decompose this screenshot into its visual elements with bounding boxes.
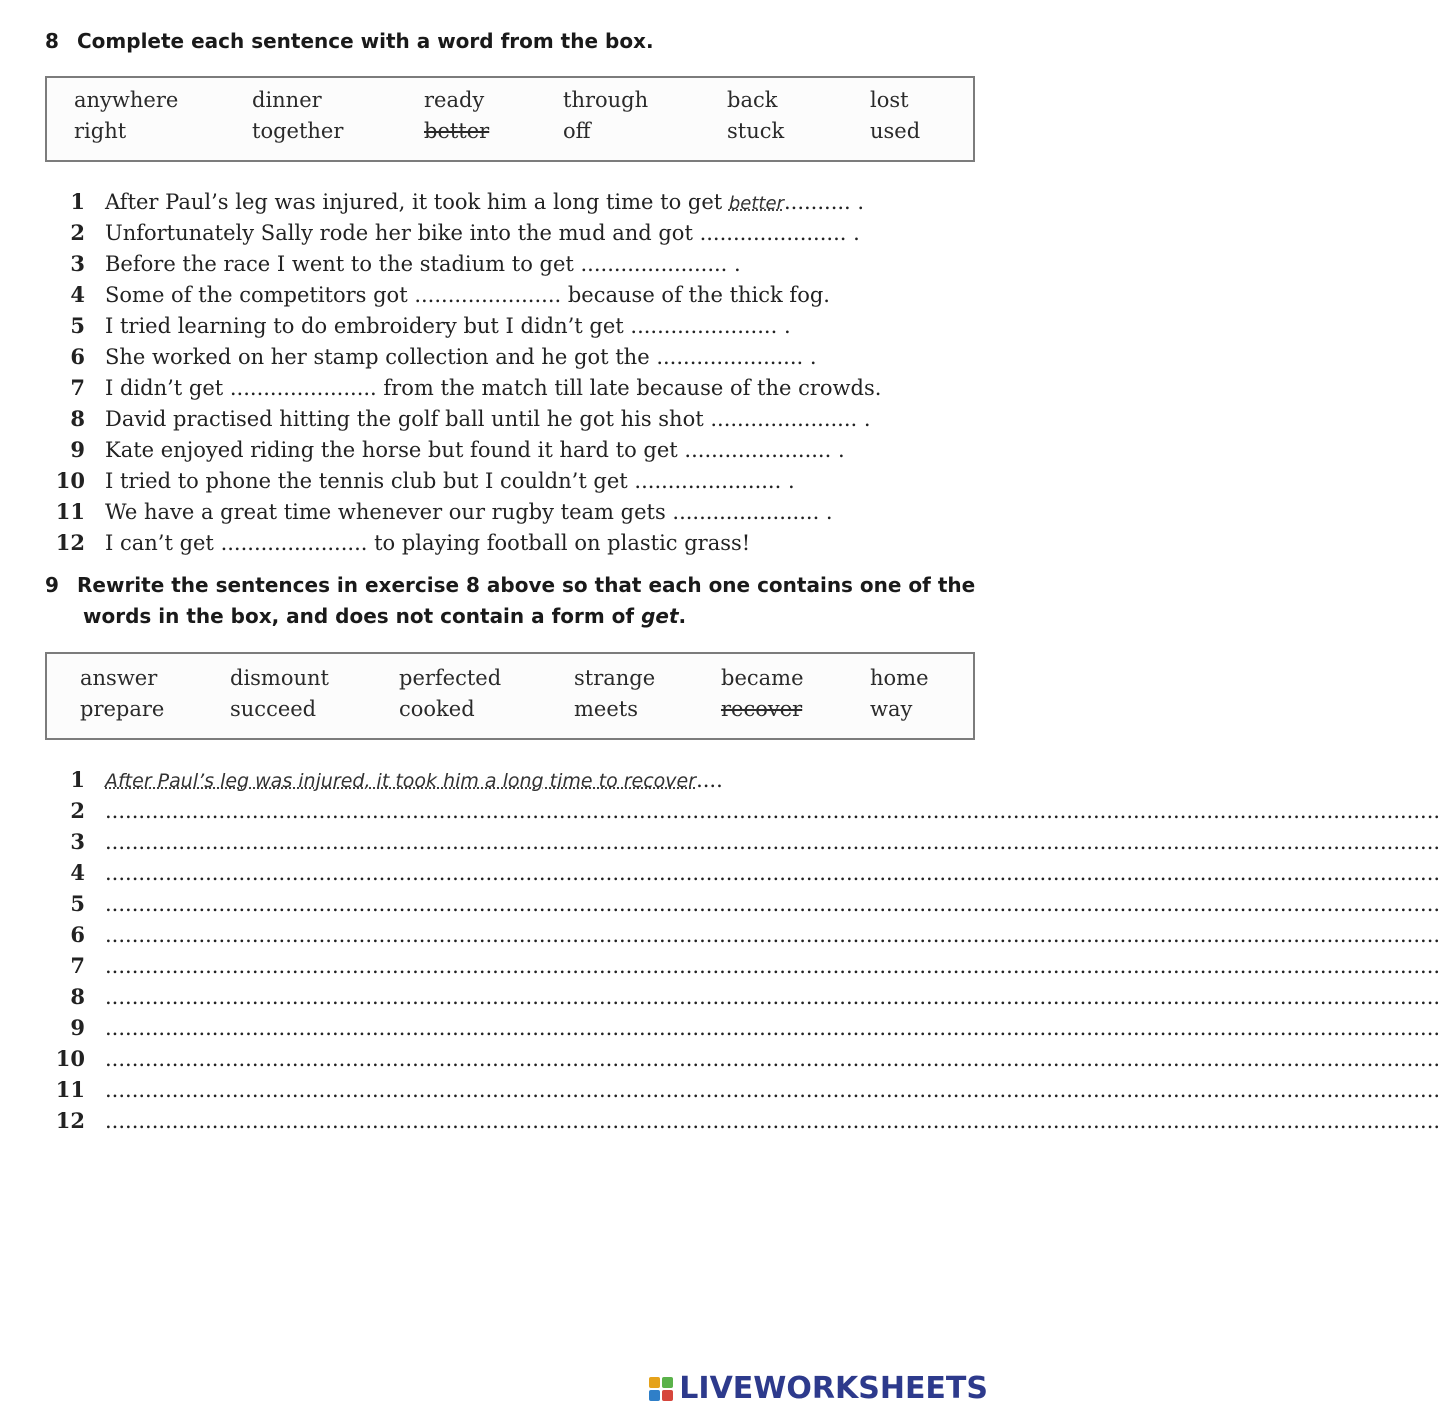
box-word: together xyxy=(252,119,344,143)
exercise-9-number: 9 xyxy=(45,573,59,597)
sentence-number: 10 xyxy=(55,468,85,493)
box-word: dinner xyxy=(252,88,322,112)
box-word: through xyxy=(563,88,649,112)
answer-line xyxy=(0,1012,1440,1043)
exercise-8-word-box xyxy=(45,76,975,162)
answer-blank[interactable]: ...................... xyxy=(710,407,858,431)
sentence-number: 8 xyxy=(70,406,85,431)
sentence-text-before: After Paul’s leg was injured, it took him a long time to get xyxy=(105,190,729,214)
box-word: lost xyxy=(870,88,909,112)
answer-line-number: 11 xyxy=(55,1077,85,1102)
answer-line-number: 2 xyxy=(70,798,85,823)
answer-line-dots[interactable]: ........................................................................................................................................................................................................ xyxy=(105,1016,1440,1040)
box-word: off xyxy=(563,119,591,143)
answer-line-number: 9 xyxy=(70,1015,85,1040)
sentence-number: 1 xyxy=(70,189,85,214)
liveworksheets-logo-icon xyxy=(649,1377,673,1401)
sentence-number: 5 xyxy=(70,313,85,338)
answer-line xyxy=(0,981,1440,1012)
box-word: way xyxy=(870,697,913,721)
answer-blank[interactable]: ...................... xyxy=(580,252,728,276)
box-word: right xyxy=(74,119,127,143)
answer-line xyxy=(0,919,1440,950)
logo-square xyxy=(662,1377,673,1388)
box-word: meets xyxy=(574,697,638,721)
sentence-number: 12 xyxy=(55,530,85,555)
handwritten-answer: After Paul’s leg was injured, it took him a long time to recover xyxy=(105,770,697,792)
sentence-text-before: Before the race I went to the stadium to get xyxy=(105,252,581,276)
exercise-8-heading xyxy=(45,26,654,57)
sentence-text-after: . xyxy=(777,314,791,338)
sentence-text-after: . xyxy=(803,345,817,369)
answer-line xyxy=(0,795,1440,826)
answer-line-dots[interactable]: ........................................................................................................................................................................................................ xyxy=(105,892,1440,916)
sentence-row xyxy=(0,310,791,341)
sentence-text-after: from the match till late because of the crowds. xyxy=(376,376,882,400)
answer-line-dots[interactable]: ........................................................................................................................................................................................................ xyxy=(105,799,1440,823)
liveworksheets-logo xyxy=(649,1371,988,1406)
answer-line-number: 5 xyxy=(70,891,85,916)
sentence-text-after: . xyxy=(831,438,845,462)
exercise-8-number: 8 xyxy=(45,29,59,53)
answer-line xyxy=(0,888,1440,919)
answer-line-number: 6 xyxy=(70,922,85,947)
sentence-row xyxy=(0,403,871,434)
answer-line-dots[interactable]: ........................................................................................................................................................................................................ xyxy=(105,923,1440,947)
box-word: recover xyxy=(721,697,803,721)
answer-line xyxy=(0,1043,1440,1074)
sentence-text-after: . xyxy=(857,407,871,431)
sentence-text-before: She worked on her stamp collection and he got the xyxy=(105,345,657,369)
answer-blank[interactable]: .......... xyxy=(783,190,851,214)
box-word: prepare xyxy=(80,697,165,721)
sentence-text-after: . xyxy=(781,469,795,493)
logo-square xyxy=(662,1390,673,1401)
sentence-text-before: Some of the competitors got xyxy=(105,283,415,307)
box-word: strange xyxy=(574,666,656,690)
handwritten-answer: better xyxy=(728,193,784,214)
sentence-number: 9 xyxy=(70,437,85,462)
exercise-9-word-box xyxy=(45,652,975,740)
sentence-text-before: David practised hitting the golf ball until he got his shot xyxy=(105,407,711,431)
sentence-row xyxy=(0,248,741,279)
box-word: used xyxy=(870,119,921,143)
answer-blank[interactable]: ...................... xyxy=(684,438,832,462)
logo-square xyxy=(649,1390,660,1401)
exercise-9-instruction-get: get xyxy=(641,604,679,628)
logo-square xyxy=(649,1377,660,1388)
sentence-number: 7 xyxy=(70,375,85,400)
sentence-row xyxy=(0,496,833,527)
sentence-row xyxy=(0,372,881,403)
sentence-text-before: I tried learning to do embroidery but I didn’t get xyxy=(105,314,631,338)
sentence-text-before: We have a great time whenever our rugby team gets xyxy=(105,500,673,524)
answer-blank[interactable]: ...................... xyxy=(630,314,778,338)
sentence-row xyxy=(0,465,795,496)
sentence-text-after: to playing football on plastic grass! xyxy=(367,531,751,555)
box-word: stuck xyxy=(727,119,785,143)
answer-blank[interactable]: ...................... xyxy=(634,469,782,493)
liveworksheets-logo-text: LIVEWORKSHEETS xyxy=(679,1371,988,1406)
answer-line-number: 7 xyxy=(70,953,85,978)
sentence-row xyxy=(0,279,830,310)
sentence-text-before: Unfortunately Sally rode her bike into the mud and got xyxy=(105,221,700,245)
answer-blank[interactable]: ...................... xyxy=(229,376,377,400)
sentence-text-after: . xyxy=(850,190,865,214)
answer-line-dots[interactable]: ........................................................................................................................................................................................................ xyxy=(105,1078,1440,1102)
box-word: back xyxy=(727,88,778,112)
sentence-row xyxy=(0,341,817,372)
answer-line-dots[interactable]: ........................................................................................................................................................................................................ xyxy=(105,861,1440,885)
answer-line-dots: .... xyxy=(696,768,723,792)
box-word: home xyxy=(870,666,929,690)
box-word: anywhere xyxy=(74,88,179,112)
answer-line xyxy=(0,764,723,795)
box-word: became xyxy=(721,666,804,690)
answer-line xyxy=(0,826,1440,857)
box-word: succeed xyxy=(230,697,317,721)
sentence-number: 3 xyxy=(70,251,85,276)
answer-blank[interactable]: ...................... xyxy=(672,500,820,524)
answer-line-dots[interactable]: ........................................................................................................................................................................................................ xyxy=(105,1109,1440,1133)
sentence-row xyxy=(0,527,750,558)
box-word: perfected xyxy=(399,666,502,690)
sentence-text-after: because of the thick fog. xyxy=(561,283,830,307)
answer-line-dots[interactable]: ........................................................................................................................................................................................................ xyxy=(105,830,1440,854)
exercise-9-heading xyxy=(45,570,975,632)
sentence-number: 2 xyxy=(70,220,85,245)
answer-blank[interactable]: ...................... xyxy=(656,345,804,369)
sentence-row xyxy=(0,217,860,248)
answer-line-number: 12 xyxy=(55,1108,85,1133)
sentence-text-after: . xyxy=(727,252,741,276)
answer-line-dots[interactable]: ........................................................................................................................................................................................................ xyxy=(105,1047,1440,1071)
exercise-8-instruction: Complete each sentence with a word from the box. xyxy=(77,29,654,53)
answer-blank[interactable]: ...................... xyxy=(699,221,847,245)
answer-line-dots[interactable]: ........................................................................................................................................................................................................ xyxy=(105,985,1440,1009)
sentence-number: 4 xyxy=(70,282,85,307)
answer-line xyxy=(0,950,1440,981)
answer-blank[interactable]: ...................... xyxy=(220,531,368,555)
sentence-text-after: . xyxy=(846,221,860,245)
sentence-number: 11 xyxy=(55,499,85,524)
box-word: better xyxy=(424,119,490,143)
answer-line-dots[interactable]: ........................................................................................................................................................................................................ xyxy=(105,954,1440,978)
sentence-text-before: I didn’t get xyxy=(105,376,230,400)
sentence-row xyxy=(0,434,845,465)
exercise-9-instruction-line-1: Rewrite the sentences in exercise 8 above so that each one contains one of the xyxy=(77,573,976,597)
answer-line-number: 3 xyxy=(70,829,85,854)
box-word: ready xyxy=(424,88,485,112)
sentence-row xyxy=(0,186,864,217)
answer-line-number: 10 xyxy=(55,1046,85,1071)
answer-line-number: 1 xyxy=(70,767,85,792)
answer-line-number: 8 xyxy=(70,984,85,1009)
exercise-9-instruction-end: . xyxy=(678,604,687,628)
box-word: cooked xyxy=(399,697,475,721)
answer-line xyxy=(0,1074,1440,1105)
answer-line xyxy=(0,1105,1440,1136)
exercise-9-instruction-line-2: words in the box, and does not contain a form of xyxy=(83,604,642,628)
answer-line xyxy=(0,857,1440,888)
sentence-text-after: . xyxy=(819,500,833,524)
sentence-number: 6 xyxy=(70,344,85,369)
sentence-text-before: I tried to phone the tennis club but I couldn’t get xyxy=(105,469,635,493)
box-word: answer xyxy=(80,666,158,690)
box-word: dismount xyxy=(230,666,329,690)
answer-blank[interactable]: ...................... xyxy=(414,283,562,307)
answer-line-number: 4 xyxy=(70,860,85,885)
sentence-text-before: Kate enjoyed riding the horse but found it hard to get xyxy=(105,438,685,462)
sentence-text-before: I can’t get xyxy=(105,531,221,555)
